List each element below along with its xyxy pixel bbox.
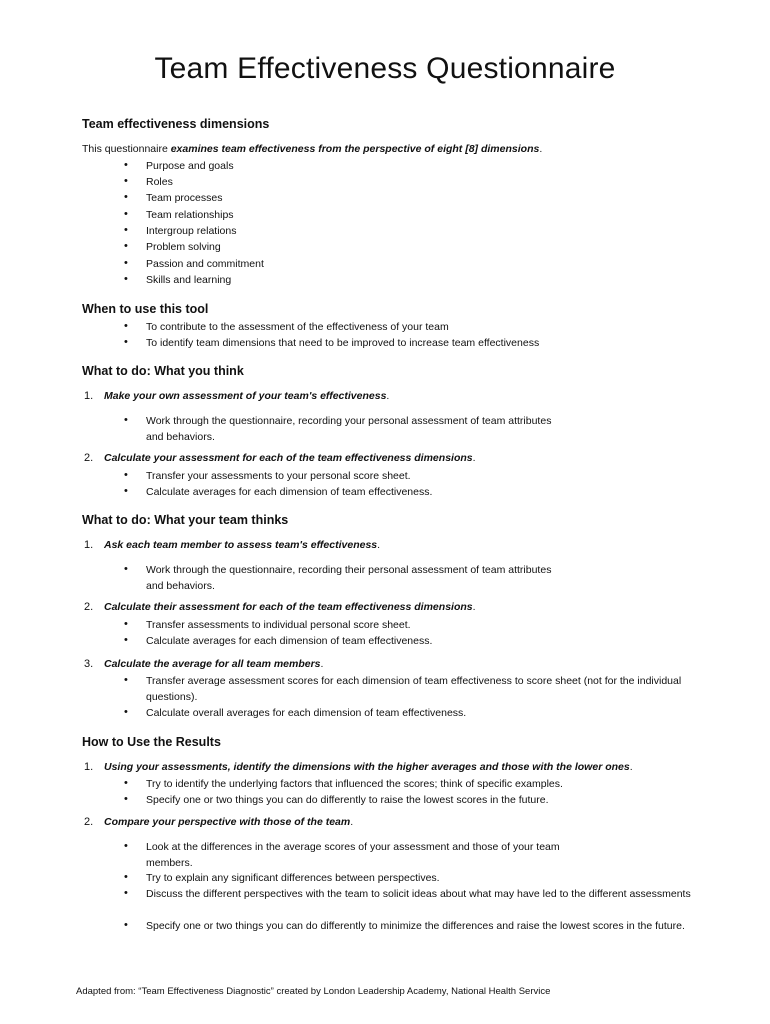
list-item: Try to explain any significant differences between perspectives. — [146, 872, 440, 884]
page-title: Team Effectiveness Questionnaire — [154, 52, 616, 85]
bullet-icon: • — [124, 919, 128, 931]
bullet-icon: • — [124, 191, 128, 203]
bullet-icon: • — [124, 618, 128, 630]
bullet-icon: • — [124, 887, 128, 899]
step-text: Make your own assessment of your team's effectiveness. — [104, 390, 390, 402]
list-item: To identify team dimensions that need to be improved to increase team effectiveness — [146, 337, 540, 349]
list-item: Roles — [146, 176, 173, 188]
step-text: Calculate the average for all team members. — [104, 658, 324, 670]
list-item: Calculate averages for each dimension of team effectiveness. — [146, 635, 433, 647]
step-number: 1. — [84, 390, 94, 402]
list-item: Transfer average assessment scores for each dimension of team effectiveness to score sheet (not for the individual questions). — [146, 675, 682, 703]
bullet-icon: • — [124, 469, 128, 481]
bullet-icon: • — [124, 224, 128, 236]
dimensions-heading: Team effectiveness dimensions — [82, 117, 270, 131]
list-item: Specify one or two things you can do differently to raise the lowest scores in the future. — [146, 794, 549, 806]
bullet-icon: • — [124, 159, 128, 171]
bullet-icon: • — [124, 674, 128, 686]
list-item: Intergroup relations — [146, 225, 237, 237]
dimensions-intro — [82, 142, 542, 157]
bullet-icon: • — [124, 414, 128, 426]
list-item: Purpose and goals — [146, 160, 234, 172]
list-item: Calculate overall averages for each dimension of team effectiveness. — [146, 707, 467, 719]
bullet-icon: • — [124, 336, 128, 348]
bullet-icon: • — [124, 563, 128, 575]
you-think-heading: What to do: What you think — [82, 364, 244, 378]
bullet-icon: • — [124, 634, 128, 646]
list-item: Transfer your assessments to your personal score sheet. — [146, 470, 411, 482]
bullet-icon: • — [124, 208, 128, 220]
step-text: Calculate their assessment for each of the team effectiveness dimensions. — [104, 601, 476, 613]
bullet-icon: • — [124, 320, 128, 332]
list-item: Discuss the different perspectives with the team to solicit ideas about what may have led to the different assessments — [146, 888, 691, 900]
list-item: Team processes — [146, 192, 223, 204]
step-number: 1. — [84, 539, 94, 551]
bullet-icon: • — [124, 871, 128, 883]
bullet-icon: • — [124, 793, 128, 805]
intro-prefix: This questionnaire — [82, 143, 171, 155]
step-number: 2. — [84, 816, 94, 828]
step-text: Compare your perspective with those of the team. — [104, 816, 354, 828]
list-item: Specify one or two things you can do differently to minimize the differences and raise the lowest scores in the future. — [146, 920, 685, 932]
step-number: 3. — [84, 658, 94, 670]
list-item: Look at the differences in the average scores of your assessment and those of your team members. — [146, 841, 560, 869]
step-text: Calculate your assessment for each of the team effectiveness dimensions. — [104, 452, 476, 464]
bullet-icon: • — [124, 240, 128, 252]
list-item: Problem solving — [146, 241, 221, 253]
bullet-icon: • — [124, 257, 128, 269]
team-thinks-heading: What to do: What your team thinks — [82, 513, 289, 527]
list-item: Passion and commitment — [146, 258, 264, 270]
list-item: Team relationships — [146, 209, 234, 221]
footer-citation: Adapted from: “Team Effectiveness Diagnostic” created by London Leadership Academy, National Health Service — [76, 985, 551, 997]
step-text: Ask each team member to assess team's effectiveness. — [104, 539, 381, 551]
list-item: Transfer assessments to individual personal score sheet. — [146, 619, 411, 631]
step-number: 2. — [84, 601, 94, 613]
step-number: 1. — [84, 761, 94, 773]
bullet-icon: • — [124, 485, 128, 497]
results-heading: How to Use the Results — [82, 735, 221, 749]
intro-emphasis: examines team effectiveness from the perspective of eight [8] dimensions — [170, 143, 540, 155]
list-item: To contribute to the assessment of the effectiveness of your team — [146, 321, 449, 333]
list-item: Work through the questionnaire, recording their personal assessment of team attributes and behaviors. — [146, 564, 552, 592]
step-number: 2. — [84, 452, 94, 464]
bullet-icon: • — [124, 175, 128, 187]
list-item: Skills and learning — [146, 274, 232, 286]
intro-suffix: . — [539, 143, 543, 155]
list-item: Try to identify the underlying factors that influenced the scores; think of specific examples. — [146, 778, 563, 790]
list-item: Work through the questionnaire, recording your personal assessment of team attributes and behaviors. — [146, 415, 552, 443]
list-item: Calculate averages for each dimension of team effectiveness. — [146, 486, 433, 498]
step-text: Using your assessments, identify the dimensions with the higher averages and those with the lower ones. — [104, 761, 633, 773]
when-heading: When to use this tool — [82, 302, 209, 316]
bullet-icon: • — [124, 273, 128, 285]
bullet-icon: • — [124, 777, 128, 789]
bullet-icon: • — [124, 840, 128, 852]
bullet-icon: • — [124, 706, 128, 718]
